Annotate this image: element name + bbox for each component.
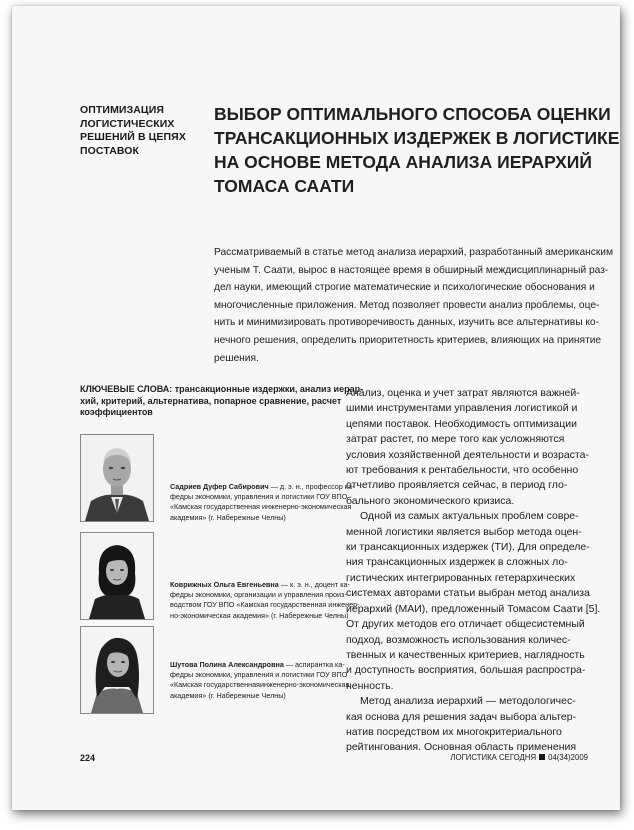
body-line: твенных и качественных критериев, наглядность bbox=[346, 648, 585, 661]
body-line: От других методов его отличает общесистемный bbox=[346, 618, 585, 631]
body-column bbox=[346, 386, 608, 756]
author-line bbox=[170, 660, 350, 670]
title-line: ВЫБОР ОПТИМАЛЬНОГО СПОСОБА ОЦЕНКИ bbox=[214, 104, 611, 124]
abstract-line: Рассматриваемый в статье метод анализа иерархий, разработанный американским bbox=[214, 247, 614, 258]
author-name: Садриев Дуфер Сабирович bbox=[170, 482, 269, 491]
keywords-line: коэффициентов bbox=[80, 407, 153, 418]
rubric-line: ОПТИМИЗАЦИЯ bbox=[80, 104, 164, 116]
body-line: шими инструментами управления логистикой и bbox=[346, 402, 578, 415]
author-photo-shutova bbox=[80, 626, 154, 714]
square-bullet-icon bbox=[539, 754, 545, 760]
author-name: Шутова Полина Александровна bbox=[170, 660, 284, 669]
body-line: гистических интегрированных гетерархических bbox=[346, 571, 576, 584]
body-line: ки трансакционных издержек (ТИ). Для определе- bbox=[346, 541, 590, 554]
author-info-kovrizhnykh bbox=[170, 580, 360, 621]
author-info-shutova bbox=[170, 660, 350, 701]
author-name: Коврижных Ольга Евгеньевна bbox=[170, 580, 279, 589]
running-footer bbox=[450, 753, 588, 762]
title-line: ТРАНСАКЦИОННЫХ ИЗДЕРЖЕК В ЛОГИСТИКЕ bbox=[214, 128, 620, 148]
body-line: подход, возможность использования количес- bbox=[346, 633, 571, 646]
body-line: затрат растет, по мере того как усложняются bbox=[346, 433, 565, 446]
author-line bbox=[170, 580, 350, 590]
author-photo-kovrizhnykh bbox=[80, 532, 154, 620]
keywords-line: КЛЮЧЕВЫЕ СЛОВА: трансакционные издержки, анализ иерар- bbox=[80, 384, 364, 394]
rubric-line: ЛОГИСТИЧЕСКИХ bbox=[80, 117, 175, 130]
author-line bbox=[170, 482, 355, 492]
author-line: но-экономическая академия» (г. Набережные Челны) bbox=[170, 610, 349, 620]
author-role: — к. э. н., доцент ка- bbox=[278, 580, 350, 589]
body-line: и доступность восприятия, большая распростра- bbox=[346, 664, 586, 677]
body-line: кая основа для решения задач выбора альтер- bbox=[346, 710, 577, 723]
author-line: «Камская государственная инженерно-экономическая bbox=[170, 502, 352, 512]
section-rubric bbox=[80, 104, 200, 158]
body-line: Метод анализа иерархий — методологичес- bbox=[360, 695, 576, 708]
rubric-line: РЕШЕНИЙ В ЦЕПЯХ bbox=[80, 131, 186, 143]
abstract-line: решения. bbox=[214, 352, 259, 364]
issue-number: 04(34)2009 bbox=[548, 753, 588, 762]
title-line: НА ОСНОВЕ МЕТОДА АНАЛИЗА ИЕРАРХИЙ bbox=[214, 152, 592, 172]
body-line: Одной из самых актуальных проблем совре- bbox=[360, 510, 579, 523]
abstract-line: многочисленные приложения. Метод позволяет провести анализ проблемы, оце- bbox=[214, 299, 600, 311]
author-line: академия» (г. Набережные Челны) bbox=[170, 690, 286, 700]
body-line: иерархий (МАИ), предложенный Томасом Саати [5]. bbox=[346, 602, 601, 615]
body-line: условия хозяйственной деятельности и возраста- bbox=[346, 448, 589, 461]
body-line: бального экономического кризиса. bbox=[346, 494, 515, 507]
article-title bbox=[214, 102, 620, 198]
author-line: «Камская государственнаяинженерно-экономическая bbox=[170, 680, 350, 690]
abstract-line: дел науки, имеющий строгие математические и психологические обоснования и bbox=[214, 282, 595, 294]
body-line: натив посредством их многокритериального bbox=[346, 725, 562, 738]
author-role: — аспирантка ка- bbox=[283, 660, 345, 669]
body-line: рейтингования. Основная область применения bbox=[346, 741, 577, 754]
rubric-line: ПОСТАВОК bbox=[80, 144, 140, 157]
journal-name: ЛОГИСТИКА СЕГОДНЯ bbox=[450, 753, 537, 762]
author-info-sadriev bbox=[170, 482, 355, 523]
keywords-line: хий, критерий, альтернатива, попарное сравнение, расчет bbox=[80, 395, 342, 406]
author-line: федры экономики, организации и управления произ- bbox=[170, 590, 347, 600]
body-line: системах авторами статьи выбран метод анализа bbox=[346, 587, 590, 600]
body-line: ния трансакционных издержек в сложных ло- bbox=[346, 556, 568, 569]
abstract-line: нить и минимизировать противоречивость данных, изучить все альтернативы ко- bbox=[214, 317, 599, 329]
title-line: ТОМАСА СААТИ bbox=[214, 176, 355, 196]
author-photo-sadriev bbox=[80, 434, 154, 522]
page-number: 224 bbox=[80, 753, 96, 763]
keywords-block bbox=[80, 384, 364, 419]
abstract-line: ученым Т. Саати, вырос в настоящее время в обширный междисциплинарный раз- bbox=[214, 264, 609, 276]
body-line: ют требования к рентабельности, что особенно bbox=[346, 464, 579, 477]
body-line: цепями поставок. Необходимость оптимизации bbox=[346, 417, 577, 430]
author-line: федры экономики, управления и логистики ГОУ ВПО bbox=[170, 670, 348, 680]
author-line: водством ГОУ ВПО «Камская государственная инженер- bbox=[170, 600, 360, 610]
author-role: — д. э. н., профессор ка- bbox=[268, 482, 355, 491]
article-abstract bbox=[214, 244, 614, 367]
abstract-line: нечного решения, определить приоритетность критериев, влияющих на принятие bbox=[214, 334, 602, 346]
journal-page bbox=[12, 6, 620, 810]
author-line: академия» (г. Набережные Челны) bbox=[170, 512, 286, 522]
body-line: отчетливо проявляется сейчас, в период гло- bbox=[346, 479, 568, 492]
body-line: Анализ, оценка и учет затрат являются важней- bbox=[346, 387, 580, 399]
body-line: ненность. bbox=[346, 679, 394, 692]
body-line: менной логистики является выбор метода оцен- bbox=[346, 525, 582, 538]
author-line: федры экономики, управления и логистики ГОУ ВПО bbox=[170, 492, 348, 502]
